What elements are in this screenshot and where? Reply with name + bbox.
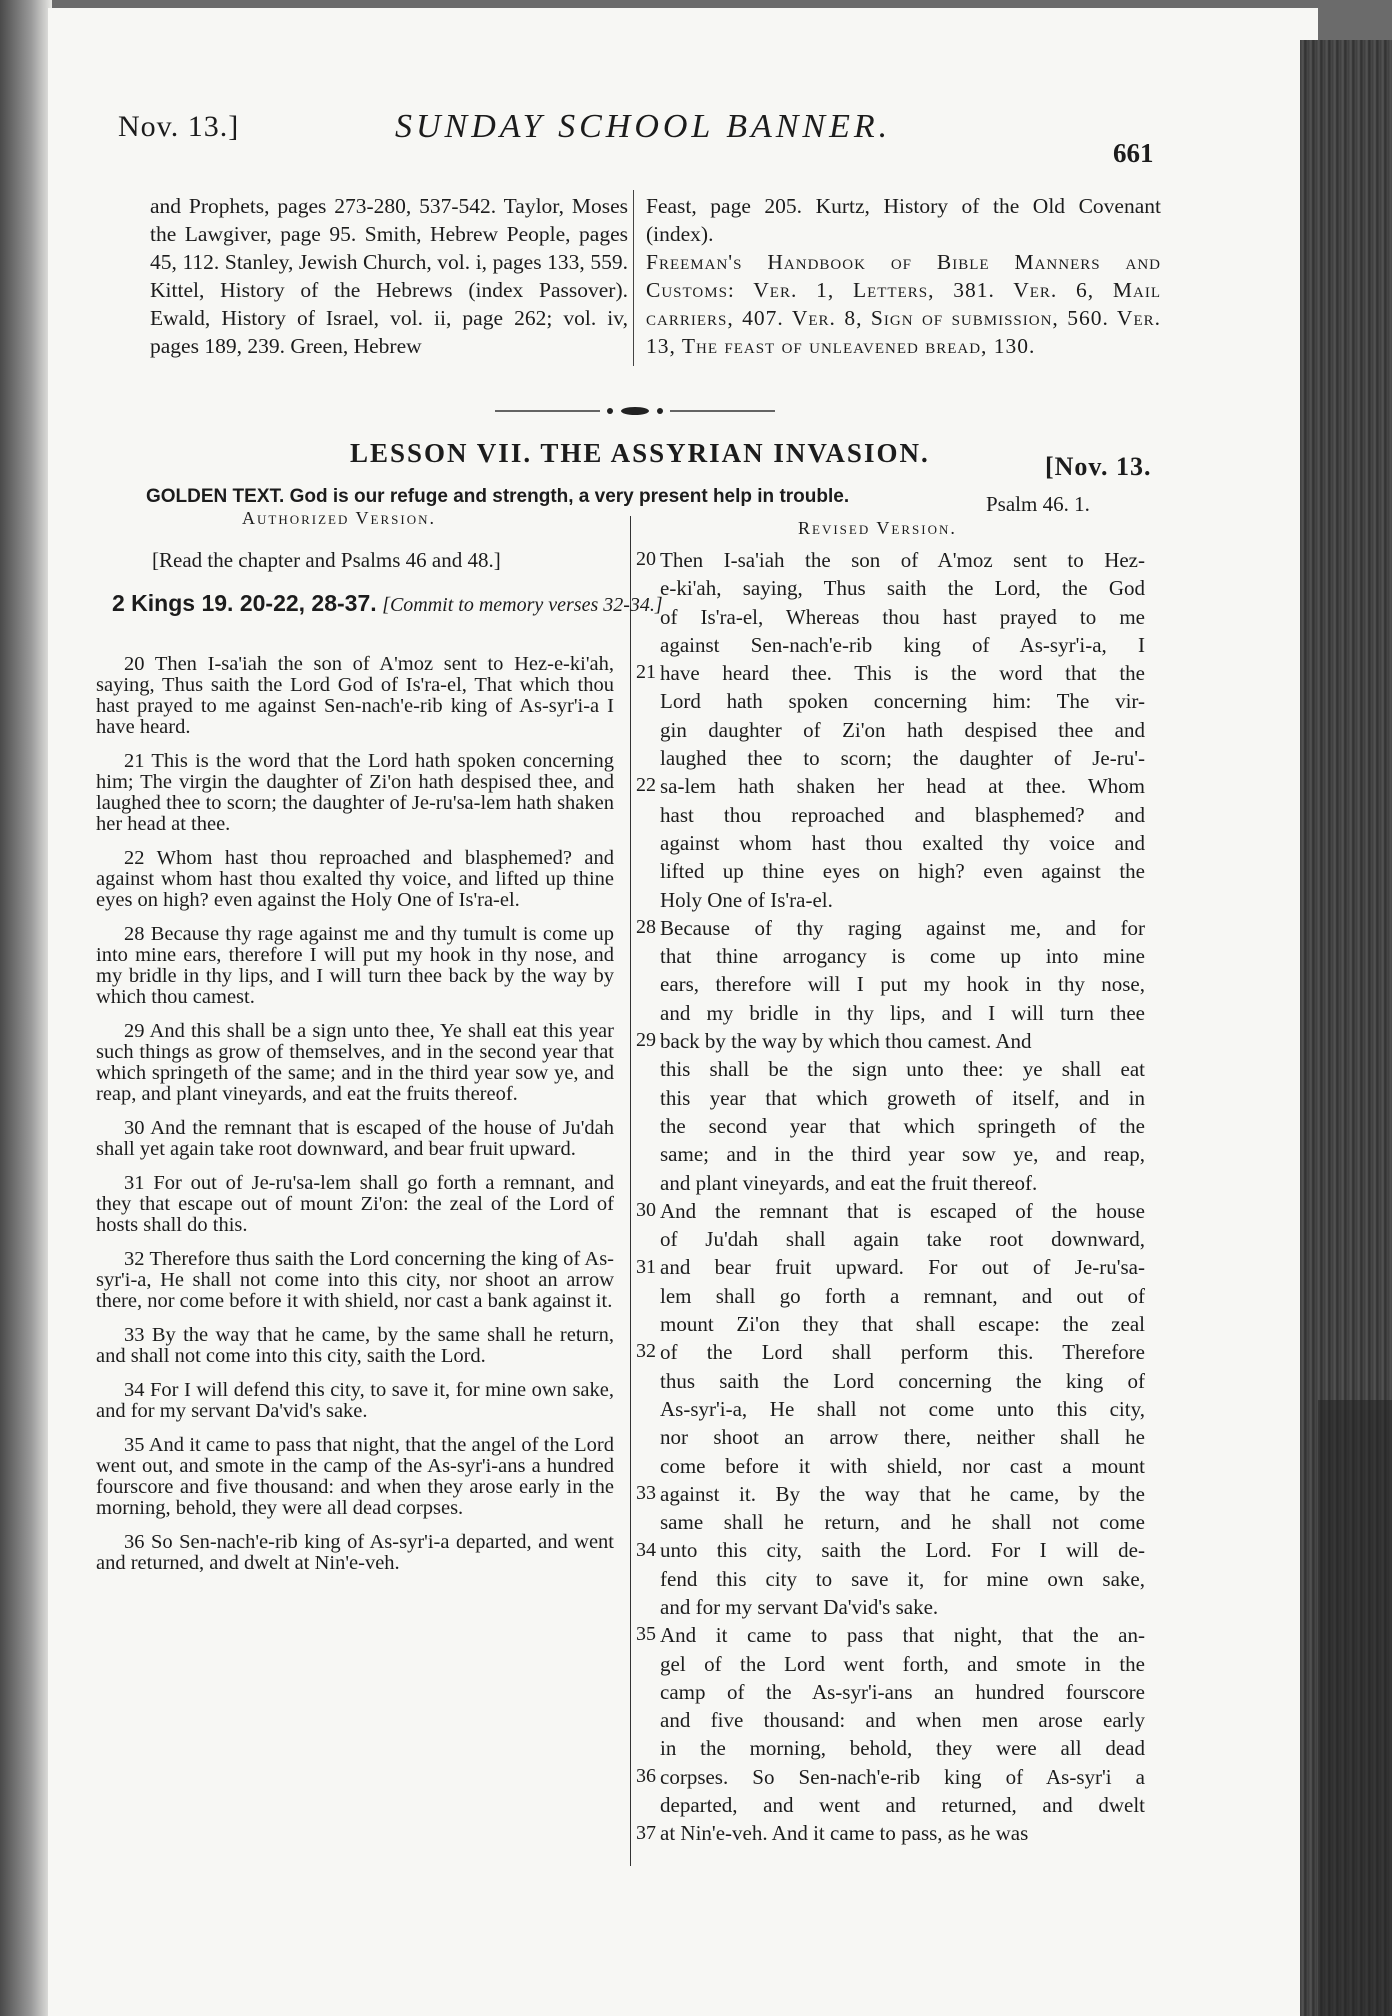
- revised-line: unto this city, saith the Lord. For I will de-: [660, 1538, 1145, 1563]
- verse-31: 31 For out of Je-ru'sa-lem shall go forth a remnant, and they that escape out of mount Zi'on: the zeal of the Lord of hosts shall do this.: [96, 1172, 614, 1236]
- revised-verse-number: 22: [636, 774, 656, 797]
- revised-line: nor shoot an arrow there, neither shall he: [660, 1425, 1145, 1450]
- revised-verse-number: 21: [636, 661, 656, 684]
- passage-reference: [112, 590, 663, 617]
- column-rule: [630, 516, 631, 1866]
- revised-version-label: Revised Version.: [798, 518, 957, 538]
- revised-line: same; and in the third year sow ye, and reap,: [660, 1142, 1145, 1167]
- revised-verse-number: 31: [636, 1255, 656, 1278]
- revised-line: same shall he return, and he shall not come: [660, 1510, 1145, 1535]
- revised-line: And the remnant that is escaped of the house: [660, 1198, 1145, 1223]
- authorized-version-label: Authorized Version.: [242, 508, 436, 528]
- revised-verse-number: 34: [636, 1538, 656, 1561]
- verse-21: 21 This is the word that the Lord hath spoken concerning him; The virgin the daughter of Zi'on hath despised thee, and laughed thee to scorn; the daughter of Je-ru'sa-lem hath shaken her head at thee.: [96, 750, 614, 835]
- revised-verse-number: 33: [636, 1481, 656, 1504]
- revised-line: Holy One of Is'ra-el.: [660, 887, 833, 912]
- revised-verse-number: 30: [636, 1198, 656, 1221]
- references-left-text: and Prophets, pages 273-280, 537-542. Taylor, Moses the Lawgiver, page 95. Smith, Hebrew People, pages 45, 112. Stanley, Jewish Church, vol. i, pages 133, 559. Kittel, History of the Hebrews (index Passover). Ewald, History of Israel, vol. ii, page 262; vol. iv, pages 189, 239. Green, Hebrew: [150, 194, 628, 358]
- revised-verse-number: 35: [636, 1623, 656, 1646]
- revised-line: corpses. So Sen-nach'e-rib king of As-syr'i a: [660, 1764, 1145, 1789]
- revised-line: this year that which groweth of itself, and in: [660, 1085, 1145, 1110]
- revised-version-text: [660, 546, 1145, 1848]
- revised-line: gel of the Lord went forth, and smote in the: [660, 1651, 1145, 1676]
- revised-line: e-ki'ah, saying, Thus saith the Lord, the God: [660, 576, 1145, 601]
- revised-verse-number: 36: [636, 1764, 656, 1787]
- revised-line: of the Lord shall perform this. Therefore: [660, 1340, 1145, 1365]
- passage-text: 2 Kings 19. 20-22, 28-37.: [112, 590, 377, 616]
- memory-note: [Commit to memory verses 32-34.]: [382, 594, 663, 616]
- reading-note: [Read the chapter and Psalms 46 and 48.]: [152, 548, 501, 572]
- revised-line: against it. By the way that he came, by the: [660, 1481, 1145, 1506]
- revised-line: Lord hath spoken concerning him: The vir-: [660, 689, 1145, 714]
- revised-line: against whom hast thou exalted thy voice and: [660, 830, 1145, 855]
- lesson-title: LESSON VII. THE ASSYRIAN INVASION.: [350, 438, 930, 468]
- authorized-version-text: [96, 654, 614, 1587]
- references-right-freeman: Freeman's Handbook of Bible Manners and Customs: Ver. 1, Letters, 381. Ver. 6, Mail carriers, 407. Ver. 8, Sign of submission, 560. Ver. 13, The feast of unleavened bread, 130.: [646, 250, 1161, 358]
- verse-33: 33 By the way that he came, by the same shall he return, and shall not come into this city, saith the Lord.: [96, 1324, 614, 1367]
- revised-line: back by the way by which thou camest. And: [660, 1029, 1032, 1054]
- revised-line: sa-lem hath shaken her head at thee. Whom: [660, 774, 1145, 799]
- verse-29: 29 And this shall be a sign unto thee, Ye shall eat this year such things as grow of themselves, and in the second year that which springeth of the same; and in the third year sow ye, and reap, and plant vineyards, and eat the fruits thereof.: [96, 1020, 614, 1105]
- running-title: SUNDAY SCHOOL BANNER.: [395, 108, 892, 145]
- revised-line: this shall be the sign unto thee: ye shall eat: [660, 1057, 1145, 1082]
- golden-text: GOLDEN TEXT. God is our refuge and strength, a very present help in trouble.: [146, 486, 850, 507]
- revised-line: and plant vineyards, and eat the fruit thereof.: [660, 1170, 1038, 1195]
- revised-line: As-syr'i-a, He shall not come unto this city,: [660, 1396, 1145, 1421]
- revised-line: come before it with shield, nor cast a mount: [660, 1453, 1145, 1478]
- binding-shadow: [0, 0, 52, 2016]
- revised-line: lem shall go forth a remnant, and out of: [660, 1283, 1145, 1308]
- revised-line: at Nin'e-veh. And it came to pass, as he was: [660, 1821, 1029, 1846]
- revised-line: Because of thy raging against me, and for: [660, 915, 1145, 940]
- revised-verse-number: 28: [636, 915, 656, 938]
- revised-line: of Is'ra-el, Whereas thou hast prayed to me: [660, 604, 1145, 629]
- references-right: [646, 192, 1161, 360]
- revised-line: Then I-sa'iah the son of A'moz sent to Hez-: [660, 548, 1145, 572]
- revised-line: and five thousand: and when men arose early: [660, 1708, 1145, 1733]
- revised-verse-number: 20: [636, 548, 656, 570]
- verse-20: 20 Then I-sa'iah the son of A'moz sent to Hez-e-ki'ah, saying, Thus saith the Lord God of Is'ra-el, That which thou hast prayed to me against Sen-nach'e-rib king of As-syr'i-a I have heard.: [96, 653, 614, 738]
- references-right-text: Feast, page 205. Kurtz, History of the Old Covenant (index).: [646, 194, 1161, 246]
- verse-30: 30 And the remnant that is escaped of the house of Ju'dah shall yet again take root downward, and bear fruit upward.: [96, 1117, 614, 1160]
- ornament-divider: [495, 404, 775, 418]
- verse-22: 22 Whom hast thou reproached and blasphemed? and against whom hast thou exalted thy voice, and lifted up thine eyes on high? even against the Holy One of Is'ra-el.: [96, 847, 614, 911]
- verse-32: 32 Therefore thus saith the Lord concerning the king of As-syr'i-a, He shall not come into this city, nor shoot an arrow there, nor come before it with shield, nor cast a bank against it.: [96, 1248, 614, 1312]
- revised-verse-number: 29: [636, 1029, 656, 1052]
- revised-line: and bear fruit upward. For out of Je-ru'sa-: [660, 1255, 1145, 1280]
- revised-line: And it came to pass that night, that the an-: [660, 1623, 1145, 1648]
- revised-line: against Sen-nach'e-rib king of As-syr'i-a, I: [660, 632, 1145, 657]
- verse-35: 35 And it came to pass that night, that the angel of the Lord went out, and smote in the camp of the As-syr'i-ans a hundred fourscore and five thousand: and when they arose early in the morning, behold, they were all dead corpses.: [96, 1434, 614, 1519]
- revised-line: that thine arrogancy is come up into mine: [660, 944, 1145, 969]
- revised-line: ears, therefore will I put my hook in thy nose,: [660, 972, 1145, 997]
- page-number: 661: [1113, 138, 1154, 168]
- book-edge-shadow: [1318, 1400, 1392, 2016]
- revised-line: thus saith the Lord concerning the king of: [660, 1368, 1145, 1393]
- verse-34: 34 For I will defend this city, to save it, for mine own sake, and for my servant Da'vid's sake.: [96, 1379, 614, 1422]
- verse-28: 28 Because thy rage against me and thy tumult is come up into mine ears, therefore I will put my hook in thy nose, and my bridle in thy lips, and I will turn thee back by the way by which thou camest.: [96, 923, 614, 1008]
- revised-line: and my bridle in thy lips, and I will turn thee: [660, 1000, 1145, 1025]
- revised-line: have heard thee. This is the word that the: [660, 661, 1145, 686]
- revised-line: departed, and went and returned, and dwelt: [660, 1793, 1145, 1818]
- golden-text-reference: Psalm 46. 1.: [986, 492, 1090, 516]
- revised-line: in the morning, behold, they were all dead: [660, 1736, 1145, 1761]
- revised-verse-number: 32: [636, 1340, 656, 1363]
- revised-line: hast thou reproached and blasphemed? and: [660, 802, 1145, 827]
- lesson-date: [Nov. 13.: [1045, 452, 1152, 481]
- revised-line: lifted up thine eyes on high? even against the: [660, 859, 1145, 884]
- revised-line: camp of the As-syr'i-ans an hundred fourscore: [660, 1679, 1145, 1704]
- revised-line: mount Zi'on they that shall escape: the zeal: [660, 1312, 1145, 1337]
- revised-verse-number: 37: [636, 1821, 656, 1844]
- column-rule-top: [633, 190, 634, 366]
- verse-36: 36 So Sen-nach'e-rib king of As-syr'i-a departed, and went and returned, and dwelt at Nin'e-veh.: [96, 1531, 614, 1574]
- header-date: Nov. 13.]: [118, 110, 240, 143]
- revised-line: gin daughter of Zi'on hath despised thee and: [660, 717, 1145, 742]
- revised-line: and for my servant Da'vid's sake.: [660, 1594, 939, 1619]
- revised-line: laughed thee to scorn; the daughter of Je-ru'-: [660, 746, 1145, 771]
- revised-line: fend this city to save it, for mine own sake,: [660, 1566, 1145, 1591]
- revised-line: of Ju'dah shall again take root downward,: [660, 1227, 1145, 1252]
- references-left: [150, 192, 628, 360]
- revised-line: the second year that which springeth of the: [660, 1113, 1145, 1138]
